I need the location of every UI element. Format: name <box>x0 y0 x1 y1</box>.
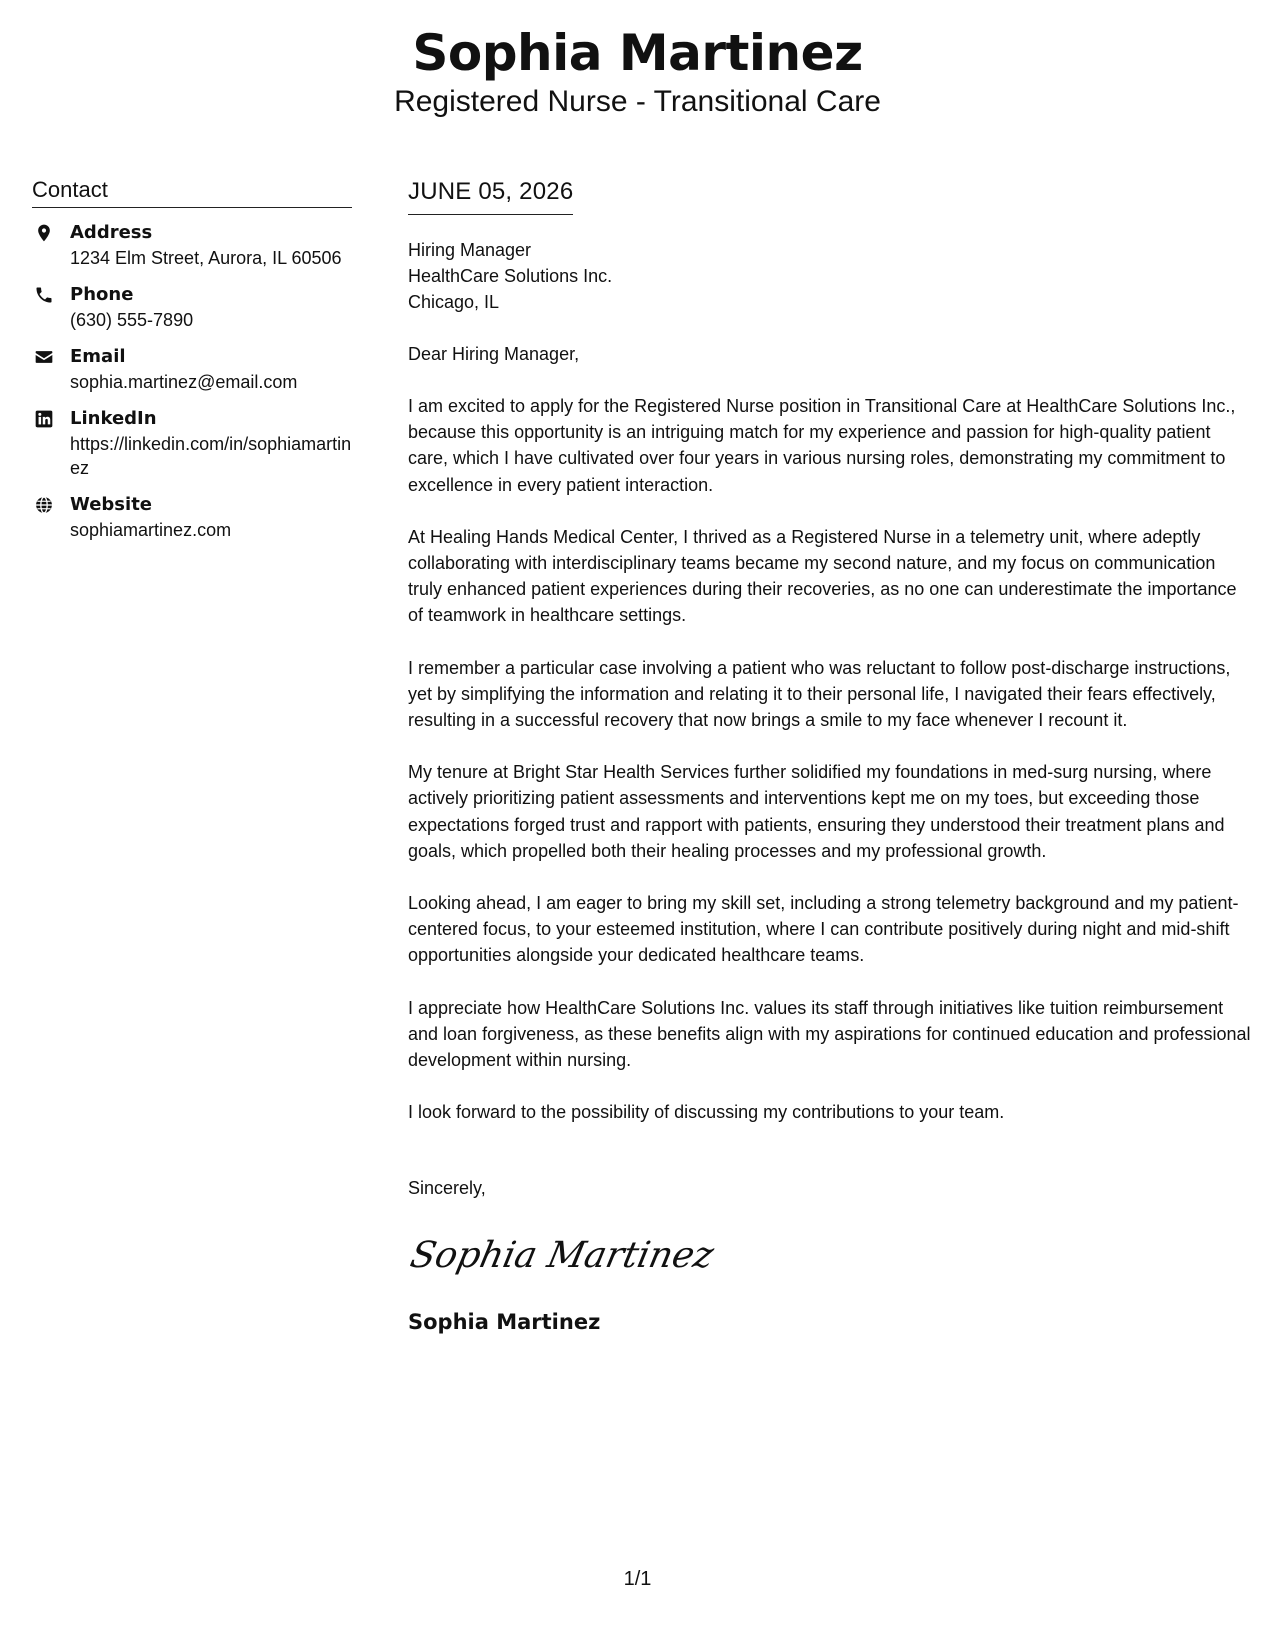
svg-text:Sophia Martinez: Sophia Martinez <box>406 1233 718 1277</box>
contact-section-title: Contact <box>32 176 352 208</box>
letter-paragraph: I look forward to the possibility of discussing my contributions to your team. <box>408 1102 1005 1123</box>
phone-icon <box>34 285 54 305</box>
linkedin-icon <box>34 409 54 429</box>
contact-label: LinkedIn <box>70 408 157 429</box>
contact-label: Website <box>70 494 153 515</box>
contact-value: (630) 555-7890 <box>70 310 194 330</box>
letter-paragraph: I am excited to apply for the Registered Nurse position in Transitional Care at HealthCare Solutions Inc., because this opportunity is an intriguing match for my experience and passion for high-quality patient care, which I have cultivated over four years in various nursing roles, demonstrating my commitment to excellence in every patient interaction. <box>408 396 1236 495</box>
contact-sidebar <box>32 176 352 542</box>
envelope-icon <box>34 347 54 367</box>
handwritten-signature <box>406 1223 718 1283</box>
recipient-line: HealthCare Solutions Inc. <box>408 266 613 286</box>
letter-paragraph: I appreciate how HealthCare Solutions Inc. values its staff through initiatives like tuition reimbursement and loan forgiveness, as these benefits align with my aspirations for continued education and professional development within nursing. <box>408 997 1251 1071</box>
contact-linkedin <box>32 406 352 480</box>
letter-paragraph: At Healing Hands Medical Center, I thrived as a Registered Nurse in a telemetry unit, where adeptly collaborating with interdisciplinary teams became my second nature, and my focus on communication truly enhanced patient experiences during their recoveries, as no one can underestimate the importance of teamwork in healthcare settings. <box>408 526 1237 626</box>
salutation: Dear Hiring Manager, <box>408 344 580 364</box>
letter-body <box>408 176 1253 1336</box>
contact-email <box>32 344 352 394</box>
letter-paragraph: My tenure at Bright Star Health Services further solidified my foundations in med-surg nursing, where actively prioritizing patient assessments and interventions kept me on my toes, but exceeding those expectations forged trust and rapport with patients, ensuring they understood their treatment plans and goals, which propelled both their healing processes and my professional growth. <box>408 762 1225 861</box>
recipient-line: Chicago, IL <box>408 292 500 312</box>
letter-date: JUNE 05, 2026 <box>408 176 573 215</box>
page-number: 1/1 <box>623 1568 652 1590</box>
contact-value: 1234 Elm Street, Aurora, IL 60506 <box>70 248 342 268</box>
contact-label: Address <box>70 222 153 243</box>
signer-name: Sophia Martinez <box>408 1310 601 1335</box>
letter-paragraph: I remember a particular case involving a patient who was reluctant to follow post-discharge instructions, yet by simplifying the information and relating it to their personal life, I navigated their fears effectively, resulting in a successful recovery that now brings a smile to my face whenever I recount it. <box>408 657 1231 731</box>
applicant-title: Registered Nurse - Transitional Care <box>394 85 881 118</box>
header <box>0 22 1275 120</box>
contact-label: Phone <box>70 284 134 305</box>
contact-phone <box>32 282 352 332</box>
letter-paragraph: Looking ahead, I am eager to bring my skill set, including a strong telemetry background and my patient-centered focus, to your esteemed institution, where I can contribute positively during night and mid-shift opportunities alongside your dedicated healthcare teams. <box>408 893 1239 966</box>
contact-label: Email <box>70 346 126 367</box>
map-pin-icon <box>34 223 54 243</box>
contact-value: https://linkedin.com/in/sophiamartinez <box>70 434 352 478</box>
contact-value: sophiamartinez.com <box>70 520 232 540</box>
closing: Sincerely, <box>408 1178 486 1199</box>
contact-value: sophia.martinez@email.com <box>70 372 298 392</box>
recipient-block <box>408 237 1253 315</box>
globe-icon <box>34 495 54 515</box>
contact-website <box>32 492 352 542</box>
applicant-name: Sophia Martinez <box>412 24 863 82</box>
contact-address <box>32 220 352 270</box>
recipient-line: Hiring Manager <box>408 240 532 260</box>
